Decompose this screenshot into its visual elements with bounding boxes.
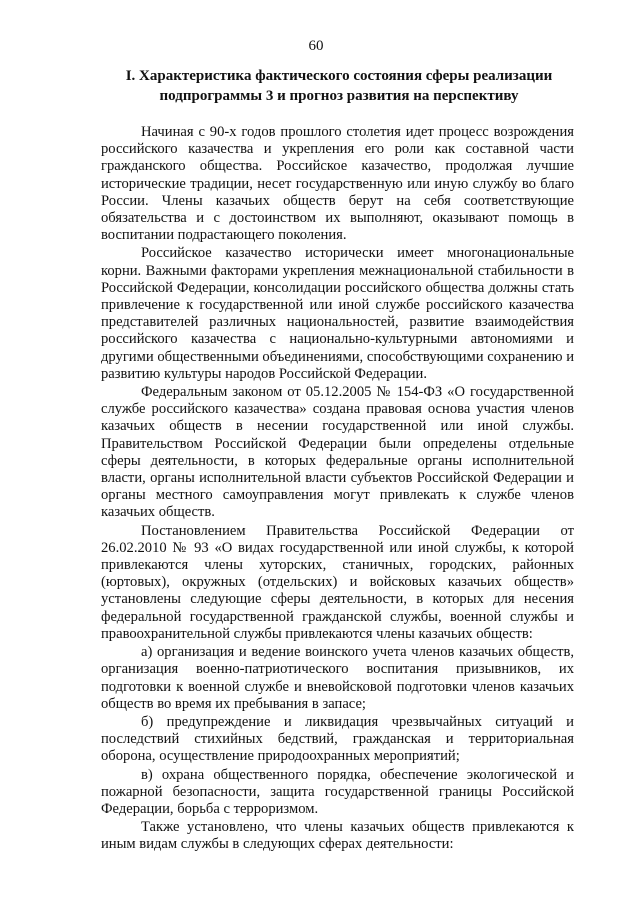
list-item-a: а) организация и ведение воинского учета членов казачьих обществ, организация военно-патриотического воспитания призывников, их подготовки к военной службе и вневойсковой подготовки членов казачьих обществ во время их пребывания в запасе; (101, 644, 574, 712)
paragraph-multinational: Российское казачество исторически имеет многонациональные корни. Важными факторами укрепления межнациональной стабильности в Российской Федерации, консолидации российского общества должны стать привлечение к государственной или иной службе российского казачества представителей различных национальностей, развитие взаимодействия российского казачества с национально-культурными автономиями и другими общественными объединениями, способствующими сохранению и развитию культуры народов Российской Федерации. (101, 245, 574, 382)
section-heading-line-1: I. Характеристика фактического состояния сферы реализации (125, 68, 553, 84)
list-item-b: б) предупреждение и ликвидация чрезвычайных ситуаций и последствий стихийных бедствий, гражданская и территориальная оборона, осуществление природоохранных мероприятий; (101, 713, 574, 765)
paragraph-federal-law: Федеральным законом от 05.12.2005 № 154-ФЗ «О государственной службе российского казачества» создана правовая основа участия членов казачьих обществ в несении государственной или иной службы. Правительством Российской Федерации были определены отдельные сферы деятельности, в которых федеральные органы исполнительной власти, органы исполнительной власти субъектов Российской Федерации и органы местного самоуправления могут привлекать к службе членов казачьих обществ. (101, 384, 574, 521)
body-text (101, 124, 574, 855)
section-heading (104, 66, 574, 106)
section-heading-line-2: подпрограммы 3 и прогноз развития на перспективу (159, 88, 519, 104)
list-item-c: в) охрана общественного порядка, обеспечение экологической и пожарной безопасности, защита государственной границы Российской Федерации, борьба с терроризмом. (101, 766, 574, 817)
page-number: 60 (308, 38, 324, 54)
paragraph-resolution: Постановлением Правительства Российской Федерации от 26.02.2010 № 93 «О видах государственной или иной службы, к которой привлекаются члены хуторских, станичных, городских, районных (юртовых), окружных (отдельских) и войсковых казачьих обществ» установлены следующие сферы деятельности, в которых для несения федеральной государственной гражданской службы, военной службы и правоохранительной службы привлекаются члены казачьих обществ: (101, 522, 574, 642)
paragraph-intro: Начиная с 90-х годов прошлого столетия идет процесс возрождения российского казачества и укрепления его роли как составной части гражданского общества. Российское казачество, продолжая лучшие исторические традиции, несет государственную или иную службу во благо России. Члены казачьих обществ берут на себя соответствующие обязательства и с достоинством их выполняют, оказывают помощь в воспитании подрастающего поколения. (101, 124, 574, 244)
paragraph-other-services: Также установлено, что члены казачьих обществ привлекаются к иным видам службы в следующих сферах деятельности: (101, 819, 574, 853)
